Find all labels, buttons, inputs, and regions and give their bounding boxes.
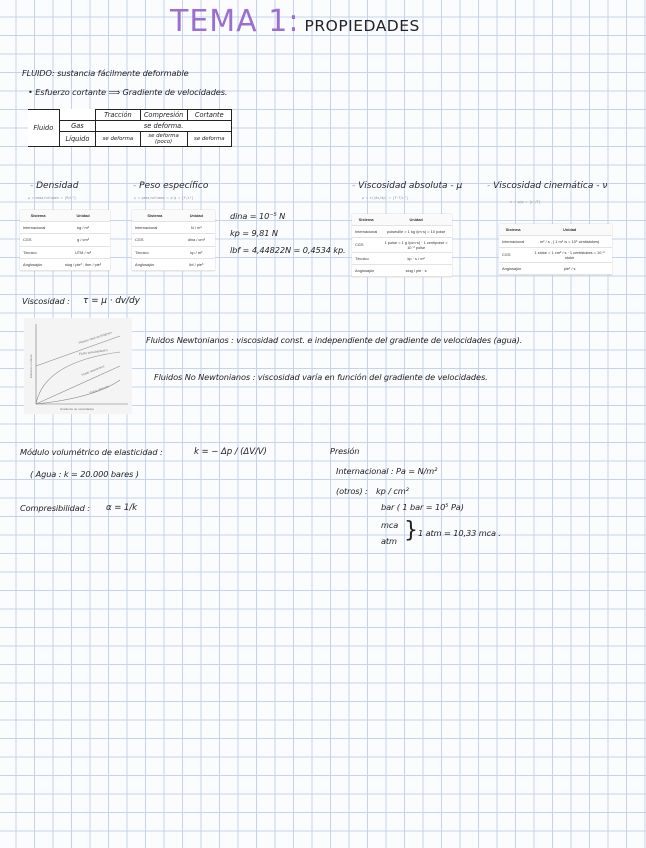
table-row: Anglosajón slug / pie · s [352,264,452,276]
table-row: Internacional poiseuille = 1 kg /(m·s) = 10 poise [352,226,452,238]
liquid-shear: se deforma [187,132,231,147]
col-header: Sistema [499,224,527,236]
table-row: CGS g / cm³ [20,234,110,246]
fluid-definition: FLUIDO: sustancia fácilmente deformable [22,68,189,78]
specific-weight-units-table [132,210,215,271]
col-header: Unidad [380,214,452,226]
table-row: Técnico kp / m³ [132,246,215,258]
fluid-row-label: Fluido [28,110,59,147]
table-row: Internacional m² / s , ( 1 m² /s = 10⁶ centistokes) [499,236,612,248]
bulk-modulus-label: Módulo volumétrico de elasticidad : [20,447,163,457]
specific-weight-formula: γ = peso/volumen = ρ·g = [F/L³] [134,196,194,200]
title-number: TEMA 1 [170,4,289,39]
non-newtonian-fluids-note: Fluidos No Newtonianos : viscosidad varía en función del gradiente de velocidades. [154,372,488,382]
gas-value: se deforma. [96,121,232,132]
table-row: CGS 1 stoke = 1 cm² / s · 1 centistokes = 10⁻² stoke [499,248,612,262]
col-header: Sistema [352,214,380,226]
compressibility-formula: α = 1/k [106,503,137,513]
density-heading: - Densidad [30,181,78,191]
title-colon: : [288,4,300,39]
table-row: Técnico UTM / m³ [20,246,110,258]
pressure-others-label: (otros) : [336,486,368,496]
table-row: CGS 1 poise = 1 g /(cm·s) · 1 centipoise = 10⁻² poise [352,238,452,252]
density-units-table [20,210,110,271]
pressure-heading: Presión [330,446,360,456]
liquid-traction: se deforma [96,132,140,147]
graph-ylabel: Esfuerzo cortante [29,354,33,378]
pressure-unit-mca: mca [381,520,399,530]
abs-viscosity-heading: - Viscosidad absoluta - μ [352,181,462,191]
conversion-kp: kp = 9,81 N [230,228,278,238]
pseudoplastic-label: Fluido pseudoplástico [78,347,108,356]
dilatant-label: Fluido dilatante [88,384,110,395]
graph-xlabel: Gradiente de velocidades [60,407,95,411]
table-row: Anglosajón slug / pie³ , lbm / pie³ [20,258,110,270]
title-word: PROPIEDADES [304,17,420,35]
bulk-modulus-formula: k = − Δp / (ΔV/V) [194,447,267,457]
kin-viscosity-heading: - Viscosidad cinemática - ν [487,181,607,191]
compressibility-label: Compresibilidad : [20,503,90,513]
newtonian-label: Fluido newtoniano [80,364,105,377]
pseudoplastic-curve [36,352,120,404]
col-header: Unidad [56,210,110,222]
table-row: CGS dina / cm³ [132,234,215,246]
pressure-unit-bar: bar ( 1 bar = 10⁵ Pa) [381,502,464,512]
newtonian-fluids-note: Fluidos Newtonianos : viscosidad const. e independiente del gradiente de velocidades (agua). [146,335,523,345]
bingham-label: Plástico ideal de Bingham [78,330,113,345]
col-header: Sistema [132,210,178,222]
col-header: Unidad [527,224,612,236]
rheology-graph-svg [24,318,132,414]
header-shear: Cortante [187,110,231,121]
specific-weight-heading: - Peso específico [133,181,208,191]
pressure-unit-kpcm2: kp / cm² [376,486,409,496]
table-row: Técnico kp · s / m² [352,252,452,264]
header-compression: Compresión [140,110,187,121]
table-row: Anglosajón lbf / pie³ [132,258,215,270]
abs-viscosity-formula: μ = τ/(dv/dy) = [F·T/L²] [362,196,409,200]
conversion-dina: dina = 10⁻⁵ N [230,211,286,221]
water-bulk-modulus: ( Agua : k = 20.000 bares ) [30,469,139,479]
liquid-label: Líquido [59,132,96,147]
table-row: Internacional kg / m³ [20,222,110,234]
table-row: Anglosajón pie² / s [499,262,612,274]
atm-mca-equivalence: 1 atm = 10,33 mca . [418,528,501,538]
viscosity-label: Viscosidad : [22,296,70,306]
kin-viscosity-formula: ν = μ/ρ = [L²/T] [510,200,541,204]
conversion-lbf: lbf = 4,44822N = 0,4534 kp. [230,245,346,255]
brace-icon: } [404,518,418,543]
col-header: Sistema [20,210,56,222]
rheology-graph [24,318,132,414]
abs-viscosity-units-table [352,214,452,277]
table-row: Internacional N / m³ [132,222,215,234]
shear-stress-note: • Esfuerzo cortante ⟹ Gradiente de velocidades. [28,87,228,97]
viscosity-formula: τ = μ · dv/dy [83,296,140,306]
kin-viscosity-units-table [499,224,612,275]
liquid-compression: se deforma (poco) [140,132,187,147]
col-header: Unidad [178,210,215,222]
pressure-unit-atm: atm [381,536,397,546]
density-formula: ρ = masa/volumen = [M/L³] [28,196,76,200]
gas-label: Gas [59,121,96,132]
header-traction: Tracción [96,110,140,121]
fluid-deformation-table [28,109,232,147]
pressure-international: Internacional : Pa = N/m² [336,466,438,476]
page-title [170,4,420,39]
